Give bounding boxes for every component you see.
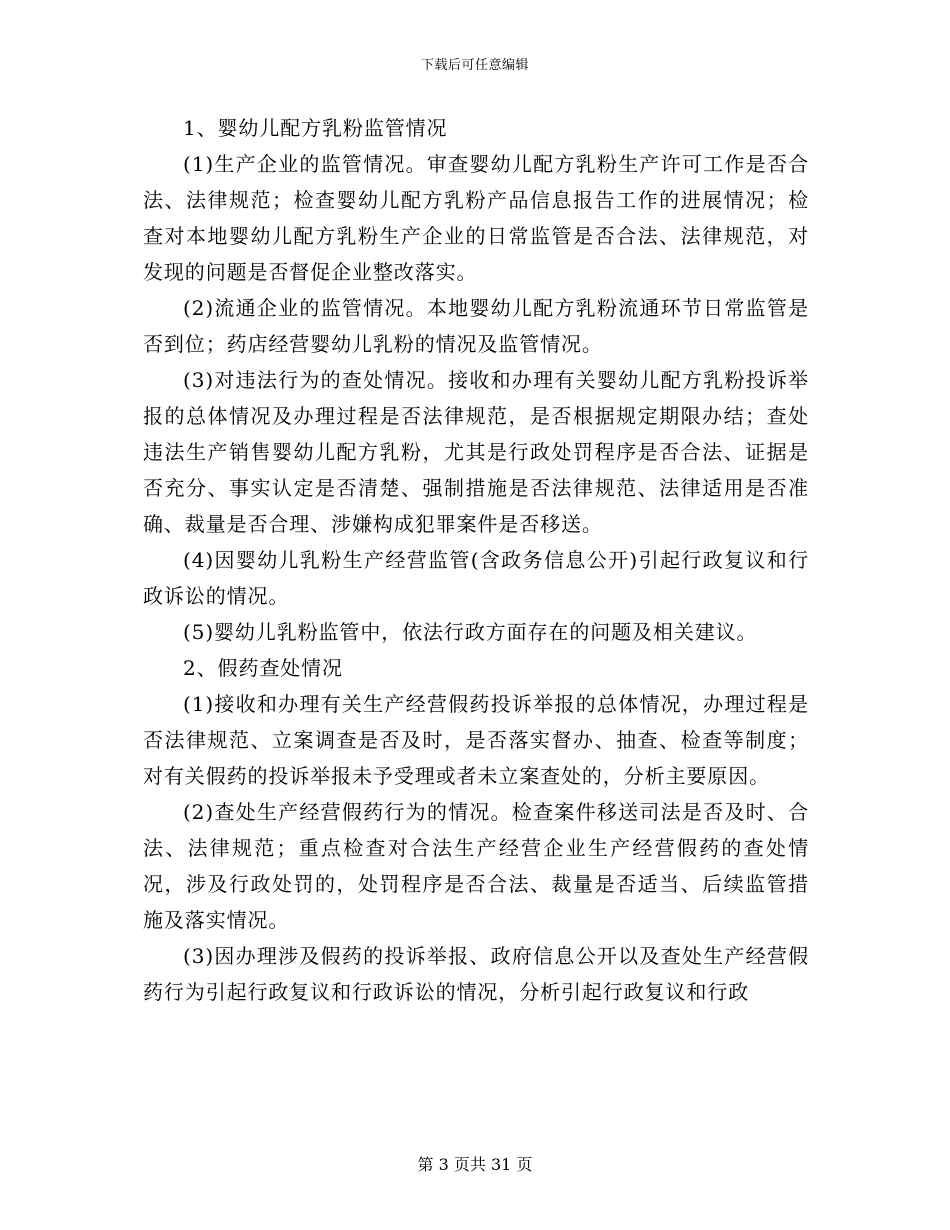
document-body bbox=[143, 110, 809, 1010]
section-heading-fake-drugs: 2、假药查处情况 bbox=[183, 656, 343, 680]
paragraph: (4)因婴幼儿乳粉生产经营监管(含政务信息公开)引起行政复议和行政诉讼的情况。 bbox=[143, 548, 809, 608]
section-heading-infant-formula: 1、婴幼儿配方乳粉监管情况 bbox=[183, 116, 448, 140]
paragraph: (3)因办理涉及假药的投诉举报、政府信息公开以及查处生产经营假药行为引起行政复议和行政诉讼的情况，分析引起行政复议和行政 bbox=[143, 944, 809, 1004]
paragraph: (2)查处生产经营假药行为的情况。检查案件移送司法是否及时、合法、法律规范；重点检查对合法生产经营企业生产经营假药的查处情况，涉及行政处罚的，处罚程序是否合法、裁量是否适当、后续监管措施及落实情况。 bbox=[143, 800, 809, 932]
paragraph: (5)婴幼儿乳粉监管中，依法行政方面存在的问题及相关建议。 bbox=[183, 620, 758, 644]
paragraph: (3)对违法行为的查处情况。接收和办理有关婴幼儿配方乳粉投诉举报的总体情况及办理过程是否法律规范，是否根据规定期限办结；查处违法生产销售婴幼儿配方乳粉，尤其是行政处罚程序是否合法、证据是否充分、事实认定是否清楚、强制措施是否法律规范、法律适用是否准确、裁量是否合理、涉嫌构成犯罪案件是否移送。 bbox=[143, 368, 809, 536]
page-number-footer: 第 3 页共 31 页 bbox=[417, 1155, 533, 1174]
page-header-note: 下载后可任意编辑 bbox=[420, 58, 529, 73]
paragraph: (1)生产企业的监管情况。审查婴幼儿配方乳粉生产许可工作是否合法、法律规范；检查婴幼儿配方乳粉产品信息报告工作的进展情况；检查对本地婴幼儿配方乳粉生产企业的日常监管是否合法、法律规范，对发现的问题是否督促企业整改落实。 bbox=[143, 152, 809, 284]
paragraph: (1)接收和办理有关生产经营假药投诉举报的总体情况，办理过程是否法律规范、立案调查是否及时，是否落实督办、抽查、检查等制度；对有关假药的投诉举报未予受理或者未立案查处的，分析主要原因。 bbox=[143, 692, 809, 788]
paragraph: (2)流通企业的监管情况。本地婴幼儿配方乳粉流通环节日常监管是否到位；药店经营婴幼儿乳粉的情况及监管情况。 bbox=[143, 296, 809, 356]
